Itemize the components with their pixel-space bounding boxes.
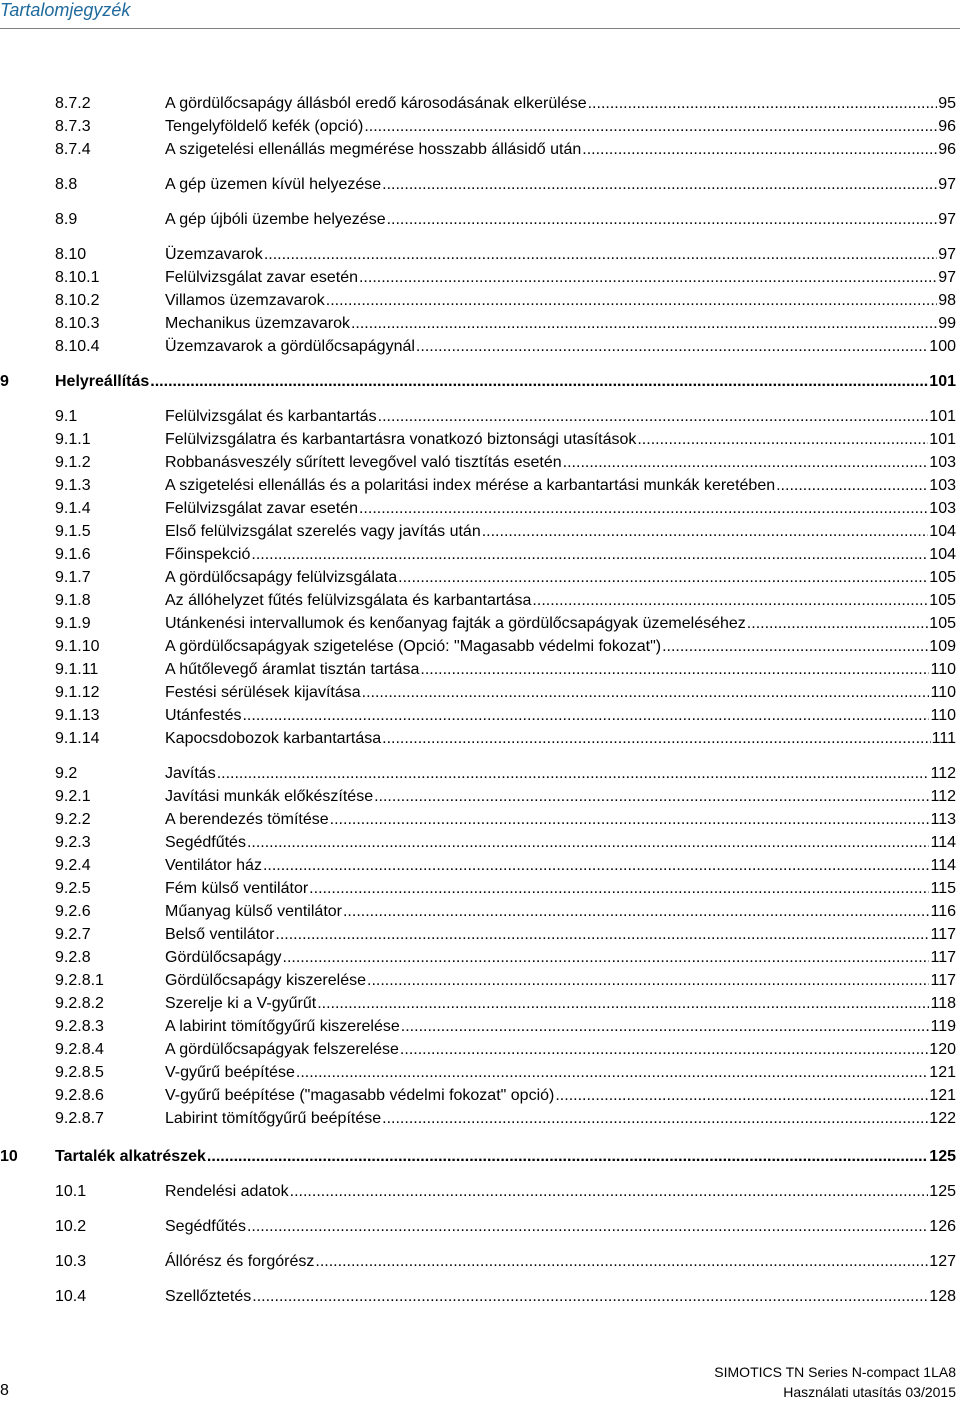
toc-entry-title: A gép újbóli üzembe helyezése [165,211,386,228]
toc-entry[interactable] [0,1147,960,1169]
toc-entry-line [165,568,956,588]
toc-entry-title: Szerelje ki a V-gyűrűt [165,995,317,1012]
toc-entry[interactable] [0,706,960,728]
toc-entry[interactable] [0,1109,960,1131]
toc-entry-number: 9.2.8.3 [55,1018,104,1035]
toc-dot-leader [482,522,929,542]
toc-dot-leader [330,810,930,830]
toc-entry-page: 96 [938,118,956,135]
toc-entry-title: A gördülőcsapágy felülvizsgálata [165,569,398,586]
footer-doc-info [714,1362,956,1402]
toc-dot-leader [378,407,929,427]
toc-entry-line [55,1147,956,1167]
toc-entry-line [165,476,956,496]
toc-entry-line [165,729,956,749]
toc-dot-leader [387,210,938,230]
toc-entry-number: 9.2.2 [55,811,91,828]
toc-entry-number: 8.10.4 [55,338,100,355]
toc-entry[interactable] [0,1287,960,1309]
toc-entry[interactable] [0,729,960,751]
toc-entry-line [165,810,956,830]
toc-entry-title: A gördülőcsapágyak felszerelése [165,1041,399,1058]
toc-entry-page: 125 [929,1183,956,1200]
toc-dot-leader [563,453,929,473]
toc-entry-number: 9.1.10 [55,638,100,655]
toc-entry-line [165,879,956,899]
toc-entry-page: 114 [930,834,956,851]
toc-dot-leader [296,1063,928,1083]
toc-entry-page: 112 [930,765,956,782]
toc-entry-page: 101 [929,408,956,425]
toc-entry-page: 111 [931,730,956,747]
toc-entry-number: 9.1.2 [55,454,91,471]
toc-entry[interactable] [0,683,960,705]
toc-dot-leader [283,948,930,968]
toc-entry-line [165,787,956,807]
toc-entry-title: Kapocsdobozok karbantartása [165,730,382,747]
toc-entry-page: 121 [929,1087,956,1104]
toc-dot-leader [382,175,937,195]
toc-entry-number: 9.1.5 [55,523,91,540]
toc-entry-line [165,545,956,565]
toc-entry-number: 8.7.3 [55,118,91,135]
toc-entry-title: Villamos üzemzavarok [165,292,325,309]
toc-entry-line [165,706,956,726]
toc-entry-number: 9.1.1 [55,431,91,448]
toc-entry-page: 97 [938,269,956,286]
toc-entry-line [165,614,956,634]
toc-entry-title: Felülvizsgálat zavar esetén [165,269,358,286]
toc-entry-line [165,591,956,611]
toc-entry[interactable] [0,210,960,232]
toc-dot-leader [290,1182,929,1202]
toc-entry[interactable] [0,856,960,878]
toc-entry-title: Műanyag külső ventilátor [165,903,342,920]
toc-entry-number: 8.7.2 [55,95,91,112]
toc-entry-page: 117 [930,949,956,966]
toc-entry-page: 120 [929,1041,956,1058]
toc-entry-title: Festési sérülések kijavítása [165,684,361,701]
toc-dot-leader [247,1217,928,1237]
toc-entry-number: 9.2.8.6 [55,1087,104,1104]
toc-entry[interactable] [0,407,960,429]
toc-dot-leader [588,94,938,114]
toc-entry-title: Tengelyföldelő kefék (opció) [165,118,364,135]
toc-entry-title: A szigetelési ellenállás megmérése hosszabb állásidő után [165,141,582,158]
toc-dot-leader [263,856,930,876]
toc-entry-line [165,268,956,288]
toc-entry-number: 8.9 [55,211,78,228]
toc-entry-line [165,175,956,195]
toc-entry-number: 9.1.14 [55,730,100,747]
toc-entry-page: 96 [938,141,956,158]
toc-entry-page: 101 [929,431,956,448]
toc-entry[interactable] [0,140,960,162]
toc-entry-line [165,1287,956,1307]
toc-dot-leader [401,1017,930,1037]
toc-entry-page: 110 [930,661,956,678]
toc-entry[interactable] [0,971,960,993]
toc-entry-line [165,902,956,922]
toc-entry-title: V-gyűrű beépítése ("magasabb védelmi fokozat" opció) [165,1087,555,1104]
toc-entry-line [165,337,956,357]
toc-entry-page: 117 [930,972,956,989]
toc-entry-number: 9.1 [55,408,78,425]
toc-dot-leader [382,1109,928,1129]
toc-entry-title: A hűtőlevegő áramlat tisztán tartása [165,661,420,678]
toc-entry-line [165,1017,956,1037]
toc-entry-title: Gördülőcsapágy [165,949,282,966]
footer-page-number: 8 [0,1382,9,1399]
toc-entry-page: 112 [930,788,956,805]
toc-entry-title: Állórész és forgórész [165,1253,315,1270]
toc-entry-page: 116 [930,903,956,920]
toc-entry-number: 9.1.3 [55,477,91,494]
toc-entry-title: Rendelési adatok [165,1183,289,1200]
toc-entry-line [55,372,956,392]
toc-entry-number: 9.2.8.2 [55,995,104,1012]
toc-entry-line [165,994,956,1014]
toc-entry-title: V-gyűrű beépítése [165,1064,295,1081]
toc-dot-leader [362,683,930,703]
toc-entry-line [165,522,956,542]
toc-entry-page: 109 [929,638,956,655]
toc-entry-title: Felülvizsgálat zavar esetén [165,500,358,517]
toc-dot-leader [252,1287,928,1307]
toc-entry[interactable] [0,833,960,855]
toc-entry-number: 9.1.7 [55,569,91,586]
toc-dot-leader [662,637,928,657]
toc-entry[interactable] [0,568,960,590]
toc-entry-title: A gördülőcsapágy állásból eredő károsodásának elkerülése [165,95,587,112]
toc-entry[interactable] [0,94,960,116]
toc-entry-line [165,453,956,473]
toc-entry[interactable] [0,948,960,970]
toc-entry-page: 97 [938,176,956,193]
toc-entry-title: A gördülőcsapágyak szigetelése (Opció: "Magasabb védelmi fokozat") [165,638,662,655]
toc-entry[interactable] [0,291,960,313]
toc-entry[interactable] [0,591,960,613]
toc-entry-page: 103 [929,500,956,517]
toc-entry-page: 99 [938,315,956,332]
toc-dot-leader [555,1086,928,1106]
toc-entry-page: 101 [929,373,956,390]
toc-entry[interactable] [0,1017,960,1039]
toc-dot-leader [367,971,929,991]
toc-entry-line [165,925,956,945]
toc-entry[interactable] [0,476,960,498]
toc-dot-leader [398,568,928,588]
toc-entry-number: 8.10.1 [55,269,100,286]
toc-entry[interactable] [0,522,960,544]
toc-entry-line [165,499,956,519]
toc-entry-title: Mechanikus üzemzavarok [165,315,350,332]
toc-entry-number: 8.8 [55,176,78,193]
toc-entry-number: 9.1.8 [55,592,91,609]
toc-entry-page: 125 [929,1148,956,1165]
toc-entry-line [165,971,956,991]
toc-entry[interactable] [0,268,960,290]
toc-entry-title: Üzemzavarok [165,246,263,263]
toc-entry-title: Felülvizsgálatra és karbantartásra vonatkozó biztonsági utasítások [165,431,637,448]
toc-entry-title: Utánkenési intervallumok és kenőanyag fajták a gördülőcsapágyak üzemeléséhez [165,615,746,632]
toc-entry-number: 10.4 [55,1288,87,1305]
toc-dot-leader [382,729,931,749]
toc-entry-line [165,210,956,230]
toc-dot-leader [275,925,929,945]
toc-entry-number: 9.2.1 [55,788,91,805]
toc-entry-line [165,430,956,450]
toc-entry-number: 9.2.8.7 [55,1110,104,1127]
toc-entry-line [165,1109,956,1129]
toc-entry-page: 110 [930,707,956,724]
toc-entry-title: Felülvizsgálat és karbantartás [165,408,377,425]
toc-dot-leader [776,476,928,496]
toc-entry-page: 128 [929,1288,956,1305]
toc-dot-leader [747,614,929,634]
toc-entry[interactable] [0,314,960,336]
toc-entry-title: Fém külső ventilátor [165,880,309,897]
toc-entry[interactable] [0,245,960,267]
toc-entry-line [165,1086,956,1106]
toc-entry-page: 126 [929,1218,956,1235]
toc-entry-number: 9.2.7 [55,926,91,943]
toc-entry-title: Utánfestés [165,707,242,724]
toc-entry-title: A gép üzemen kívül helyezése [165,176,382,193]
toc-dot-leader [582,140,937,160]
toc-dot-leader [637,430,928,450]
toc-entry-title: A labirint tömítőgyűrű kiszerelése [165,1018,400,1035]
toc-entry-number: 10.3 [55,1253,87,1270]
toc-entry-number: 9.1.11 [55,661,99,678]
toc-entry[interactable] [0,545,960,567]
toc-entry[interactable] [0,1252,960,1274]
toc-entry-number: 9.1.13 [55,707,100,724]
toc-entry-page: 114 [930,857,956,874]
toc-entry[interactable] [0,372,960,394]
toc-entry-number: 9.2.6 [55,903,91,920]
toc-entry[interactable] [0,1217,960,1239]
toc-entry[interactable] [0,1086,960,1108]
toc-entry-title: Javítás [165,765,216,782]
toc-entry-title: Tartalék alkatrészek [55,1148,206,1165]
toc-dot-leader [247,833,930,853]
toc-entry[interactable] [0,660,960,682]
toc-entry[interactable] [0,637,960,659]
toc-entry-number: 9 [0,373,9,390]
toc-entry-line [165,764,956,784]
toc-entry-title: Első felülvizsgálat szerelés vagy javítás után [165,523,481,540]
toc-entry-number: 8.10 [55,246,87,263]
toc-entry-page: 110 [930,684,956,701]
toc-entry-page: 97 [938,246,956,263]
toc-entry-line [165,683,956,703]
toc-entry-page: 127 [929,1253,956,1270]
toc-dot-leader [217,764,930,784]
toc-entry-line [165,117,956,137]
toc-entry-number: 10 [0,1148,18,1165]
toc-entry-line [165,660,956,680]
toc-dot-leader [207,1147,928,1167]
toc-entry-line [165,1252,956,1272]
toc-entry-page: 104 [929,546,956,563]
toc-entry-page: 95 [938,95,956,112]
toc-dot-leader [359,268,937,288]
toc-entry-number: 9.2.4 [55,857,91,874]
toc-entry[interactable] [0,430,960,452]
toc-entry-number: 8.10.3 [55,315,100,332]
toc-dot-leader [374,787,929,807]
toc-entry-number: 9.1.4 [55,500,91,517]
toc-entry-line [165,833,956,853]
toc-dot-leader [343,902,930,922]
toc-entry-title: Üzemzavarok a gördülőcsapágynál [165,338,415,355]
toc-entry-number: 9.1.9 [55,615,91,632]
toc-entry[interactable] [0,453,960,475]
toc-dot-leader [315,1252,928,1272]
toc-entry-line [165,1182,956,1202]
toc-entry-title: Belső ventilátor [165,926,275,943]
toc-entry-line [165,1063,956,1083]
toc-entry-number: 9.2.3 [55,834,91,851]
toc-entry[interactable] [0,764,960,786]
toc-entry[interactable] [0,1063,960,1085]
toc-entry-line [165,1217,956,1237]
toc-entry-page: 121 [929,1064,956,1081]
toc-dot-leader [309,879,929,899]
toc-entry[interactable] [0,925,960,947]
toc-entry-page: 105 [929,615,956,632]
toc-entry-line [165,1040,956,1060]
toc-entry[interactable] [0,117,960,139]
toc-entry-number: 10.2 [55,1218,87,1235]
toc-entry-page: 117 [930,926,956,943]
toc-entry-title: Robbanásveszély sűrített levegővel való tisztítás esetén [165,454,562,471]
toc-entry[interactable] [0,499,960,521]
toc-entry[interactable] [0,879,960,901]
page-header-title: Tartalomjegyzék [0,0,131,20]
toc-entry-title: A berendezés tömítése [165,811,329,828]
toc-entry-number: 8.10.2 [55,292,100,309]
toc-entry-title: Főinspekció [165,546,251,563]
footer-doc: Használati utasítás 03/2015 [783,1384,956,1400]
toc-entry-line [165,637,956,657]
toc-entry[interactable] [0,614,960,636]
toc-dot-leader [242,706,929,726]
toc-entry-number: 9.1.12 [55,684,100,701]
toc-entry-number: 8.7.4 [55,141,91,158]
toc-entry-page: 103 [929,477,956,494]
toc-entry-title: Segédfűtés [165,834,246,851]
toc-dot-leader [416,337,928,357]
toc-entry-number: 9.2.8 [55,949,91,966]
toc-entry-title: Javítási munkák előkészítése [165,788,374,805]
toc-entry-line [165,291,956,311]
toc-entry-page: 104 [929,523,956,540]
toc-entry-line [165,407,956,427]
toc-entry-page: 105 [929,569,956,586]
toc-dot-leader [400,1040,928,1060]
toc-entry-number: 9.2.8.4 [55,1041,104,1058]
toc-entry-page: 118 [930,995,956,1012]
toc-entry-page: 122 [929,1110,956,1127]
toc-entry-number: 10.1 [55,1183,87,1200]
toc-entry-page: 105 [929,592,956,609]
toc-entry[interactable] [0,810,960,832]
toc-entry[interactable] [0,337,960,359]
toc-entry-title: Helyreállítás [55,373,150,390]
toc-dot-leader [364,117,937,137]
toc-entry-page: 100 [929,338,956,355]
toc-entry-page: 113 [930,811,956,828]
toc-dot-leader [264,245,937,265]
toc-dot-leader [532,591,928,611]
toc-entry-title: Gördülőcsapágy kiszerelése [165,972,366,989]
toc-entry-number: 9.1.6 [55,546,91,563]
toc-dot-leader [326,291,937,311]
toc-entry[interactable] [0,1182,960,1204]
toc-dot-leader [420,660,929,680]
toc-entry[interactable] [0,902,960,924]
toc-entry-line [165,140,956,160]
toc-entry[interactable] [0,175,960,197]
toc-entry-title: Segédfűtés [165,1218,246,1235]
toc-entry-number: 9.2.8.1 [55,972,104,989]
toc-dot-leader [251,545,928,565]
toc-entry[interactable] [0,787,960,809]
toc-entry-line [165,856,956,876]
footer-product: SIMOTICS TN Series N-compact 1LA8 [714,1364,956,1380]
toc-entry-title: Szellőztetés [165,1288,252,1305]
toc-entry-page: 97 [938,211,956,228]
toc-entry-page: 115 [930,880,956,897]
toc-entry-number: 9.2.5 [55,880,91,897]
toc-entry-title: Labirint tömítőgyűrű beépítése [165,1110,382,1127]
toc-entry-line [165,948,956,968]
toc-entry-title: Ventilátor ház [165,857,262,874]
toc-dot-leader [317,994,929,1014]
toc-entry-line [165,245,956,265]
toc-entry-page: 98 [938,292,956,309]
toc-dot-leader [150,372,928,392]
toc-entry[interactable] [0,994,960,1016]
toc-entry-line [165,94,956,114]
toc-entry-number: 9.2 [55,765,78,782]
toc-entry-title: Az állóhelyzet fűtés felülvizsgálata és karbantartása [165,592,532,609]
toc-entry[interactable] [0,1040,960,1062]
toc-entry-page: 103 [929,454,956,471]
toc-dot-leader [351,314,937,334]
toc-entry-line [165,314,956,334]
toc-entry-page: 119 [930,1018,956,1035]
toc-entry-number: 9.2.8.5 [55,1064,104,1081]
toc-dot-leader [359,499,928,519]
toc-entry-title: A szigetelési ellenállás és a polaritási index mérése a karbantartási munkák keretében [165,477,776,494]
